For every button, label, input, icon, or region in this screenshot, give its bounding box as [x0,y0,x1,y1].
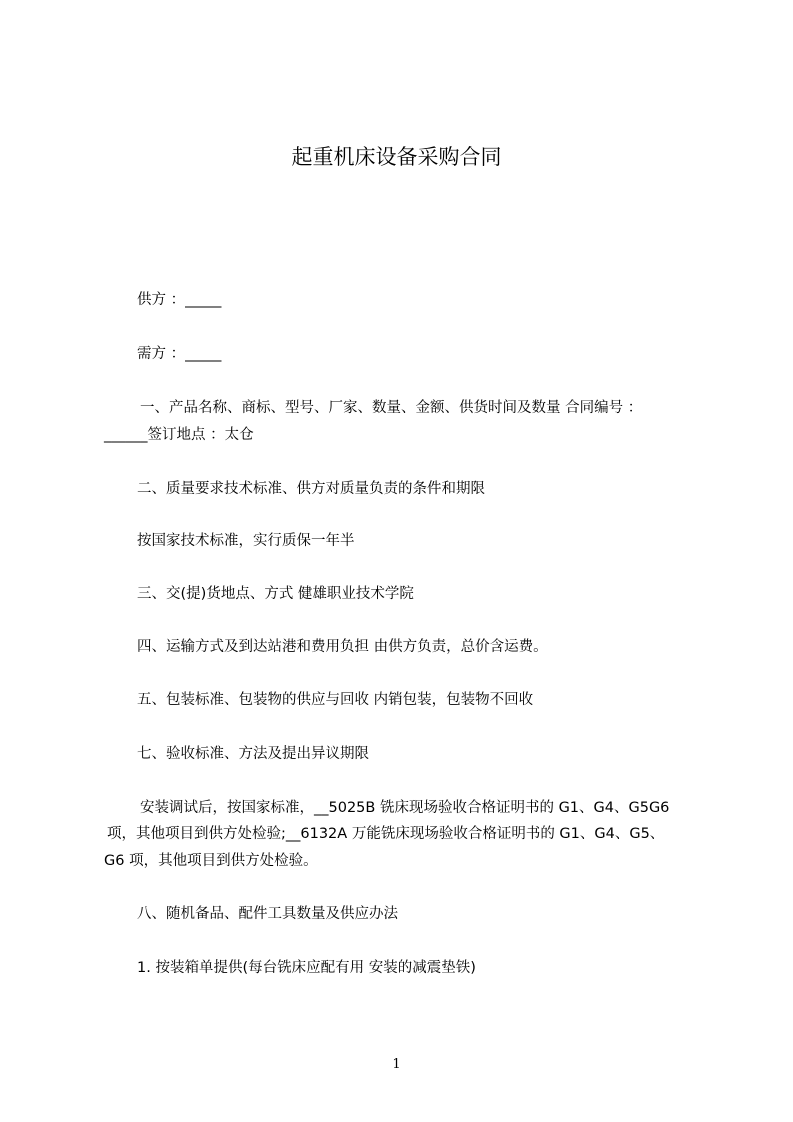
section-2-heading: 二、质量要求技术标准、供方对质量负责的条件和期限 [137,481,485,497]
section-4: 四、运输方式及到达站港和费用负担 由供方负责，总价含运费。 [137,639,548,655]
section-8-item-1: 1. 按装箱单提供(每台铣床应配有用 安装的减震垫铁) [137,960,476,976]
section-7-line-2: 项，其他项目到供方处检验;__6132A 万能铣床现场验收合格证明书的 G1、G4、G5、 [107,826,665,842]
section-5: 五、包装标准、包装物的供应与回收 内销包装，包装物不回收 [137,692,534,708]
page-number: 1 [392,1057,401,1072]
supplier-line: 供方 ：_____ [137,292,222,308]
section-1-line-2: ______签订地点 ：太仓 [104,427,254,443]
section-7-heading: 七、验收标准、方法及提出异议期限 [137,746,369,762]
buyer-line: 需方 ：_____ [137,346,222,362]
section-2-body: 按国家技术标准，实行质保一年半 [137,533,355,549]
section-7-line-3: G6 项，其他项目到供方处检验。 [104,853,318,869]
section-1-line-1: 一、产品名称、商标、型号、厂家、数量、金额、供货时间及数量 合同编号 ： [140,400,643,416]
section-7-line-1: 安装调试后，按国家标准，__5025B 铣床现场验收合格证明书的 G1、G4、G5G6 [140,800,670,816]
section-8-heading: 八、随机备品、配件工具数量及供应办法 [137,906,398,922]
section-3: 三、交(提)货地点、方式 健雄职业技术学院 [137,586,414,602]
document-title: 起重机床设备采购合同 [291,145,502,169]
